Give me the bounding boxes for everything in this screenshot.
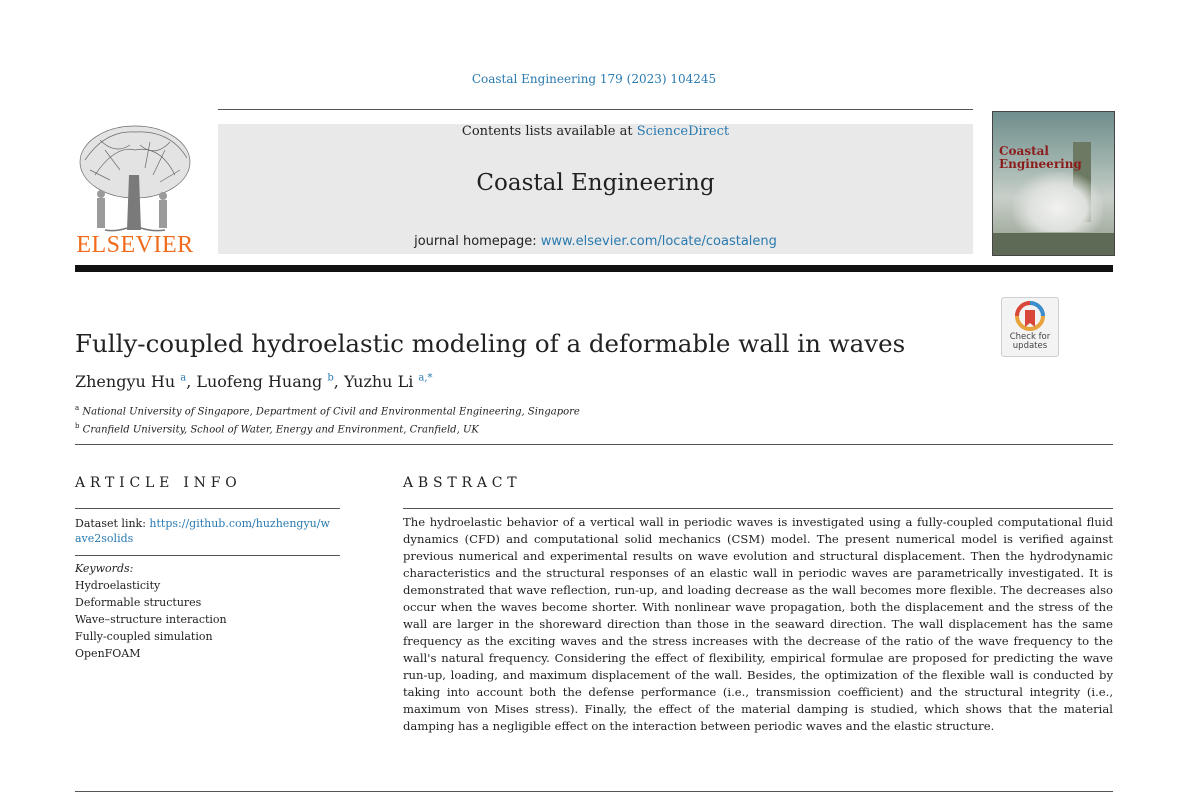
bottom-divider [75, 791, 1113, 792]
affiliation-divider [75, 444, 1113, 445]
affiliation [75, 404, 580, 417]
check-updates-icon [1015, 301, 1045, 333]
cover-title-line1: Coastal [999, 144, 1049, 158]
check-for-updates-badge[interactable] [1001, 297, 1059, 357]
journal-cover-image[interactable] [992, 111, 1115, 256]
keyword-item: Deformable structures [75, 596, 202, 609]
author-name[interactable]: Luofeng Huang [196, 372, 323, 391]
badge-text [1002, 333, 1058, 351]
dataset-label: Dataset link: [75, 517, 146, 530]
author-affiliation-mark[interactable]: a [180, 372, 187, 384]
header-thick-divider [75, 265, 1113, 272]
dataset-divider [75, 555, 340, 556]
top-divider [218, 109, 973, 110]
affiliation-text: National University of Singapore, Department of Civil and Environmental Engineering, Singapore [82, 406, 580, 418]
badge-line1: Check for [1009, 332, 1051, 342]
article-title: Fully-coupled hydroelastic modeling of a deformable wall in waves [75, 329, 906, 358]
elsevier-wordmark: ELSEVIER [76, 232, 194, 258]
contents-prefix: Contents lists available at [461, 124, 633, 139]
badge-line2: updates [1012, 341, 1048, 351]
cover-title-line2: Engineering [999, 157, 1082, 171]
affiliation [75, 422, 479, 435]
cover-wave-splash [1013, 172, 1103, 232]
article-info-divider [75, 508, 340, 509]
keyword-item: Hydroelasticity [75, 579, 161, 592]
contents-line [218, 124, 973, 139]
keyword-item: Fully-coupled simulation [75, 630, 213, 643]
homepage-prefix: journal homepage: [414, 234, 537, 249]
author-separator: , [186, 372, 197, 391]
author-name[interactable]: Zhengyu Hu [75, 372, 176, 391]
cover-title [999, 145, 1082, 171]
homepage-link[interactable]: www.elsevier.com/locate/coastaleng [540, 234, 777, 249]
keyword-item: OpenFOAM [75, 647, 141, 660]
abstract-text: The hydroelastic behavior of a vertical wall in periodic waves is investigated using a fully-coupled computational fluid dynamics (CFD) and computational solid mechanics (CSM) model. The present numerical model is verified against previous numerical and experimental results on wave evolution and structural displacement. Then the hydrodynamic characteristics and the structural responses of an elastic wall in periodic waves are parametrically investigated. It is demonstrated that wave reflection, run-up, and loading decrease as the wall becomes more flexible. The decreases also occur when the waves become shorter. With nonlinear wave propagation, both the displacement and the stress of the wall are larger in the shoreward direction than those in the seaward direction. The wall displacement has the same frequency as the exciting waves and the stress increases with the decrease of the ratio of the wave frequency to the wall's natural frequency. Considering the effect of flexibility, empirical formulae are proposed for predicting the wave run-up, loading, and maximum displacement of the wall. Besides, the optimization of the flexible wall is conducted by taking into account both the defense performance (i.e., transmission coefficient) and the structural integrity (i.e., maximum von Mises stress). Finally, the effect of the material damping is studied, which shows that the material damping has a negligible effect on the interaction between periodic waves and the elastic structure. [403, 515, 1113, 733]
affiliation-mark: a [75, 404, 80, 412]
author-separator: , [333, 372, 344, 391]
article-info-heading: ARTICLE INFO [75, 475, 242, 491]
author-affiliation-mark[interactable]: b [327, 372, 334, 384]
homepage-line [218, 234, 973, 249]
journal-reference[interactable] [0, 72, 1188, 86]
author-affiliation-mark[interactable]: a,* [418, 372, 433, 384]
sciencedirect-link[interactable]: ScienceDirect [636, 124, 730, 139]
abstract-divider [403, 508, 1113, 509]
dataset-url-line1[interactable]: https://github.com/huzhengyu/w [149, 517, 330, 530]
journal-reference-link[interactable]: Coastal Engineering 179 (2023) 104245 [471, 72, 717, 86]
cover-breakwater [993, 233, 1114, 255]
affiliation-text: Cranfield University, School of Water, Energy and Environment, Cranfield, UK [82, 424, 479, 436]
dataset-link-block [75, 516, 343, 546]
author-name[interactable]: Yuzhu Li [343, 372, 414, 391]
keyword-item: Wave–structure interaction [75, 613, 227, 626]
affiliation-mark: b [75, 422, 80, 430]
abstract-heading: ABSTRACT [403, 475, 522, 491]
dataset-url-line2[interactable]: ave2solids [75, 532, 134, 545]
author-list [75, 372, 433, 391]
journal-title: Coastal Engineering [476, 170, 715, 196]
keywords-heading: Keywords: [75, 562, 134, 575]
keywords-list [75, 577, 227, 662]
